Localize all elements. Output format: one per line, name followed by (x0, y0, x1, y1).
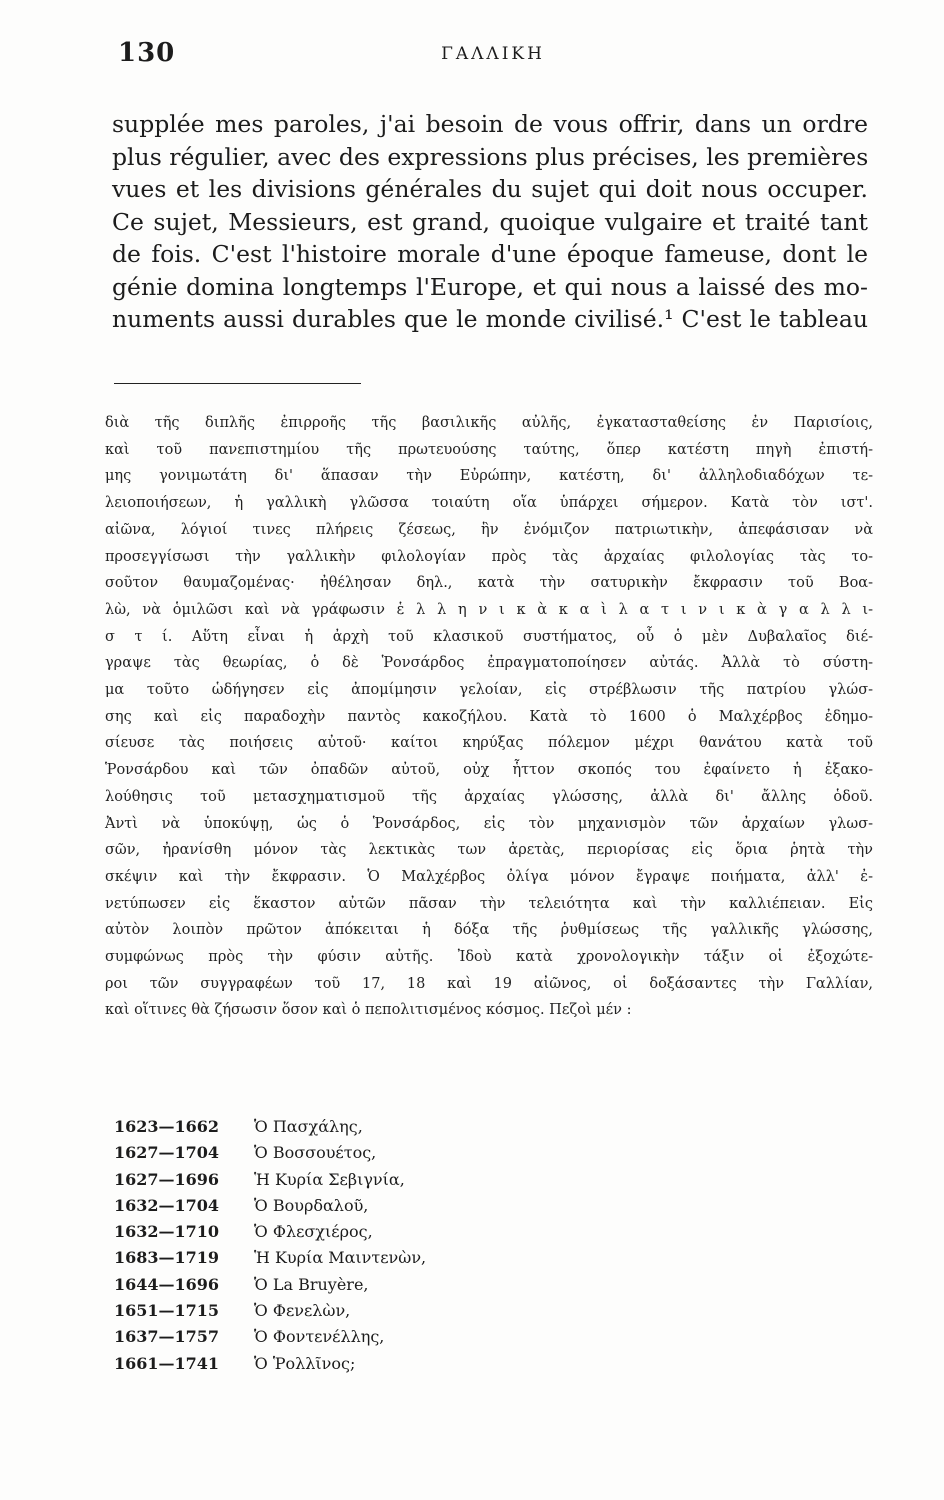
list-item (114, 1167, 614, 1193)
footnote-rule (114, 383, 361, 384)
author-years: 1627—1704 (114, 1143, 220, 1163)
author-years: 1661—1741 (114, 1353, 220, 1373)
author-name: Ὁ Φοντενέλλης, (254, 1327, 385, 1347)
list-item (114, 1324, 614, 1350)
footnote-line: καὶ τοῦ πανεπιστημίου τῆς πρωτευούσης ταύτης, ὅπερ κατέστη πηγὴ ἐπιστή- (105, 441, 873, 458)
footnote (105, 410, 873, 1024)
author-name: Ὁ Φενελὼν, (254, 1301, 351, 1321)
author-years: 1651—1715 (114, 1301, 220, 1321)
footnote-line: μα τοῦτο ὡδήγησεν εἰς ἀπομίμησιν γελοίαν, εἰς στρέβλωσιν τῆς πατρίου γλώσ- (105, 682, 873, 699)
running-head: ΓΑΛΛΙΚΗ (441, 44, 545, 64)
footnote-line: Ῥονσάρδου καὶ τῶν ὀπαδῶν αὐτοῦ, οὐχ ἧττον σκοπός του ἐφαίνετο ἡ ἐξακο- (105, 762, 873, 779)
text-line: numents aussi durables que le monde civilisé.¹ C'est le tableau (112, 305, 868, 333)
text-line: supplée mes paroles, j'ai besoin de vous offrir, dans un ordre (112, 110, 868, 138)
footnote-line: νετύπωσεν εἰς ἕκαστον αὐτῶν πᾶσαν τὴν τελειότητα καὶ τὴν καλλιέπειαν. Εἰς (105, 895, 873, 912)
footnote-line: σκέψιν καὶ τὴν ἔκφρασιν. Ὁ Μαλχέρβος ὀλίγα μόνον ἔγραψε ποιήματα, ἀλλ' ἐ- (105, 868, 873, 885)
list-item (114, 1219, 614, 1245)
list-item (114, 1351, 614, 1377)
footnote-line: λὼ, νὰ ὁμιλῶσι καὶ νὰ γράφωσιν ἑ λ λ η ν ι κ ὰ κ α ὶ λ α τ ι ν ι κ ὰ γ α λ λ ι- (105, 601, 873, 618)
footnote-line: λούθησις τοῦ μετασχηματισμοῦ τῆς ἀρχαίας γλώσσης, ἀλλὰ δι' ἄλλης ὁδοῦ. (105, 788, 873, 805)
footnote-line: μης γονιμωτάτη δι' ἅπασαν τὴν Εὐρώπην, κατέστη, δι' ἀλληλοδιαδόχων τε- (105, 468, 873, 485)
footnote-line: αὐτὸν λοιπὸν πρῶτον ἀπόκειται ἡ δόξα τῆς ῥυθμίσεως τῆς γαλλικῆς γλώσσης, (105, 922, 873, 939)
footnote-line: λειοποιήσεων, ἡ γαλλικὴ γλῶσσα τοιαύτη οἵα ὑπάρχει σήμερον. Κατὰ τὸν ιστ'. (105, 495, 873, 512)
page-number: 130 (118, 38, 176, 68)
author-name: Ὁ Ῥολλῖνος; (254, 1353, 356, 1373)
footnote-line: σίευσε τὰς ποιήσεις αὐτοῦ· καίτοι κηρύξας πόλεμον μέχρι θανάτου κατὰ τοῦ (105, 735, 873, 752)
author-years: 1637—1757 (114, 1327, 220, 1347)
author-name: Ὁ Βοσσουέτος, (254, 1143, 377, 1163)
footnote-line: σης καὶ εἰς παραδοχὴν παντὸς κακοζήλου. Κατὰ τὸ 1600 ὁ Μαλχέρβος ἐδημο- (105, 708, 873, 725)
list-item (114, 1245, 614, 1271)
author-name: Ἡ Κυρία Μαιντενὼν, (254, 1248, 427, 1268)
author-name: Ὁ Βουρδαλοῦ, (254, 1195, 369, 1215)
list-item (114, 1193, 614, 1219)
list-item (114, 1140, 614, 1166)
footnote-line: γραψε τὰς θεωρίας, ὁ δὲ Ῥονσάρδος ἐπραγματοποίησεν αὐτάς. Ἀλλὰ τὸ σύστη- (105, 655, 873, 672)
page-header (118, 38, 868, 78)
author-years: 1632—1704 (114, 1195, 220, 1215)
footnote-line: Ἀντὶ νὰ ὑποκύψῃ, ὡς ὁ Ῥονσάρδος, εἰς τὸν μηχανισμὸν τῶν ἀρχαίων γλωσ- (105, 815, 873, 832)
main-paragraph (112, 108, 868, 336)
footnote-line: διὰ τῆς διπλῆς ἐπιρροῆς τῆς βασιλικῆς αὐλῆς, ἐγκατασταθείσης ἐν Παρισίοις, (105, 415, 873, 431)
footnote-line: ροι τῶν συγγραφέων τοῦ 17, 18 καὶ 19 αἰῶνος, οἱ δοξάσαντες τὴν Γαλλίαν, (105, 975, 873, 992)
text-line: de fois. C'est l'histoire morale d'une époque fameuse, dont le (112, 240, 868, 268)
author-name: Ὁ Πασχάλης, (254, 1117, 363, 1136)
footnote-line: σοῦτον θαυμαζομένας· ἠθέλησαν δηλ., κατὰ τὴν σατυρικὴν ἔκφρασιν τοῦ Βοα- (105, 575, 873, 592)
footnote-line: καὶ οἵτινες θὰ ζήσωσιν ὅσον καὶ ὁ πεπολιτισμένος κόσμος. Πεζοὶ μέν : (105, 1002, 632, 1019)
text-line: Ce sujet, Messieurs, est grand, quoique vulgaire et traité tant (112, 207, 868, 236)
author-years: 1644—1696 (114, 1274, 220, 1294)
footnote-line: σῶν, ἠρανίσθη μόνον τὰς λεκτικὰς των ἀρετὰς, περιορίσας εἰς ὅρια ῥητὰ τὴν (105, 842, 873, 859)
author-years: 1632—1710 (114, 1222, 220, 1242)
text-line: plus régulier, avec des expressions plus précises, les premières (112, 142, 869, 171)
author-years: 1623—1662 (114, 1117, 220, 1136)
text-line: vues et les divisions générales du sujet qui doit nous occuper. (112, 175, 868, 203)
footnote-line: συμφώνως πρὸς τὴν φύσιν αὐτῆς. Ἰδοὺ κατὰ χρονολογικὴν τάξιν οἱ ἐξοχώτε- (105, 949, 873, 966)
author-years: 1683—1719 (114, 1248, 220, 1268)
author-name: Ὁ La Bruyère, (254, 1274, 369, 1294)
author-years: 1627—1696 (114, 1169, 220, 1189)
footnote-line: σ τ ί. Αὕτη εἶναι ἡ ἀρχὴ τοῦ κλασικοῦ συστήματος, οὗ ὁ μὲν Δυβαλαῖος διέ- (105, 628, 873, 645)
author-list (114, 1114, 614, 1377)
list-item (114, 1298, 614, 1324)
text-line: génie domina longtemps l'Europe, et qui nous a laissé des mo- (112, 272, 868, 301)
list-item (114, 1272, 614, 1298)
author-name: Ἡ Κυρία Σεβιγνία, (254, 1169, 405, 1189)
list-item (114, 1114, 614, 1140)
footnote-line: αἰῶνα, λόγιοί τινες πλήρεις ζέσεως, ἣν ἐνόμιζον πατριωτικὴν, ἀπεφάσισαν νὰ (105, 521, 873, 538)
footnote-line: προσεγγίσωσι τὴν γαλλικὴν φιλολογίαν πρὸς τὰς ἀρχαίας φιλολογίας τὰς το- (105, 548, 873, 565)
author-name: Ὁ Φλεσχιέρος, (254, 1222, 373, 1242)
